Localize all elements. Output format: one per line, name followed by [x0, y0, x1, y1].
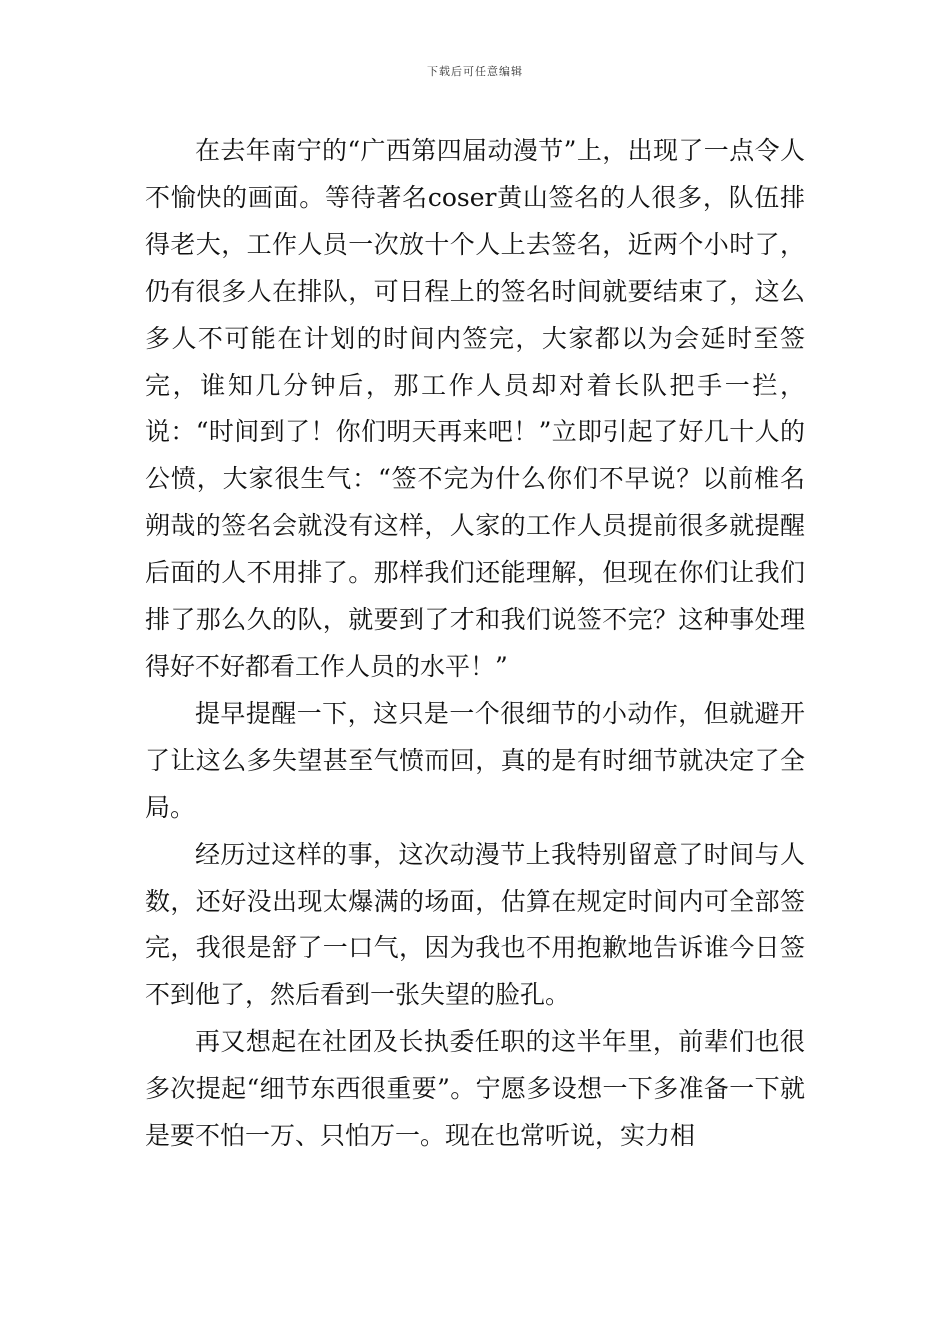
paragraph-4: 再又想起在社团及长执委任职的这半年里，前辈们也很多次提起“细节东西很重要”。宁愿多设想一下多准备一下就是要不怕一万、只怕万一。现在也常听说，实力相	[145, 1027, 805, 1151]
paragraph-3: 经历过这样的事，这次动漫节上我特别留意了时间与人数，还好没出现太爆满的场面，估算在规定时间内可全部签完，我很是舒了一口气，因为我也不用抱歉地告诉谁今日签不到他了，然后看到一张失望的脸孔。	[145, 839, 805, 1010]
page-header: 下载后可任意编辑	[427, 65, 523, 78]
paragraph-1: 在去年南宁的“广西第四届动漫节”上，出现了一点令人不愉快的画面。等待著名coser黄山签名的人很多，队伍排得老大，工作人员一次放十个人上去签名，近两个小时了，仍有很多人在排队，可日程上的签名时间就要结束了，这么多人不可能在计划的时间内签完，大家都以为会延时至签完，谁知几分钟后，那工作人员却对着长队把手一拦，说：“时间到了！你们明天再来吧！”立即引起了好几十人的公愤，大家很生气：“签不完为什么你们不早说？以前椎名朔哉的签名会就没有这样，人家的工作人员提前很多就提醒后面的人不用排了。那样我们还能理解，但现在你们让我们排了那么久的队，就要到了才和我们说签不完？这种事处理得好不好都看工作人员的水平！”	[145, 136, 805, 681]
paragraph-2: 提早提醒一下，这只是一个很细节的小动作，但就避开了让这么多失望甚至气愤而回，真的是有时细节就决定了全局。	[145, 698, 805, 822]
document-body	[145, 128, 805, 1160]
